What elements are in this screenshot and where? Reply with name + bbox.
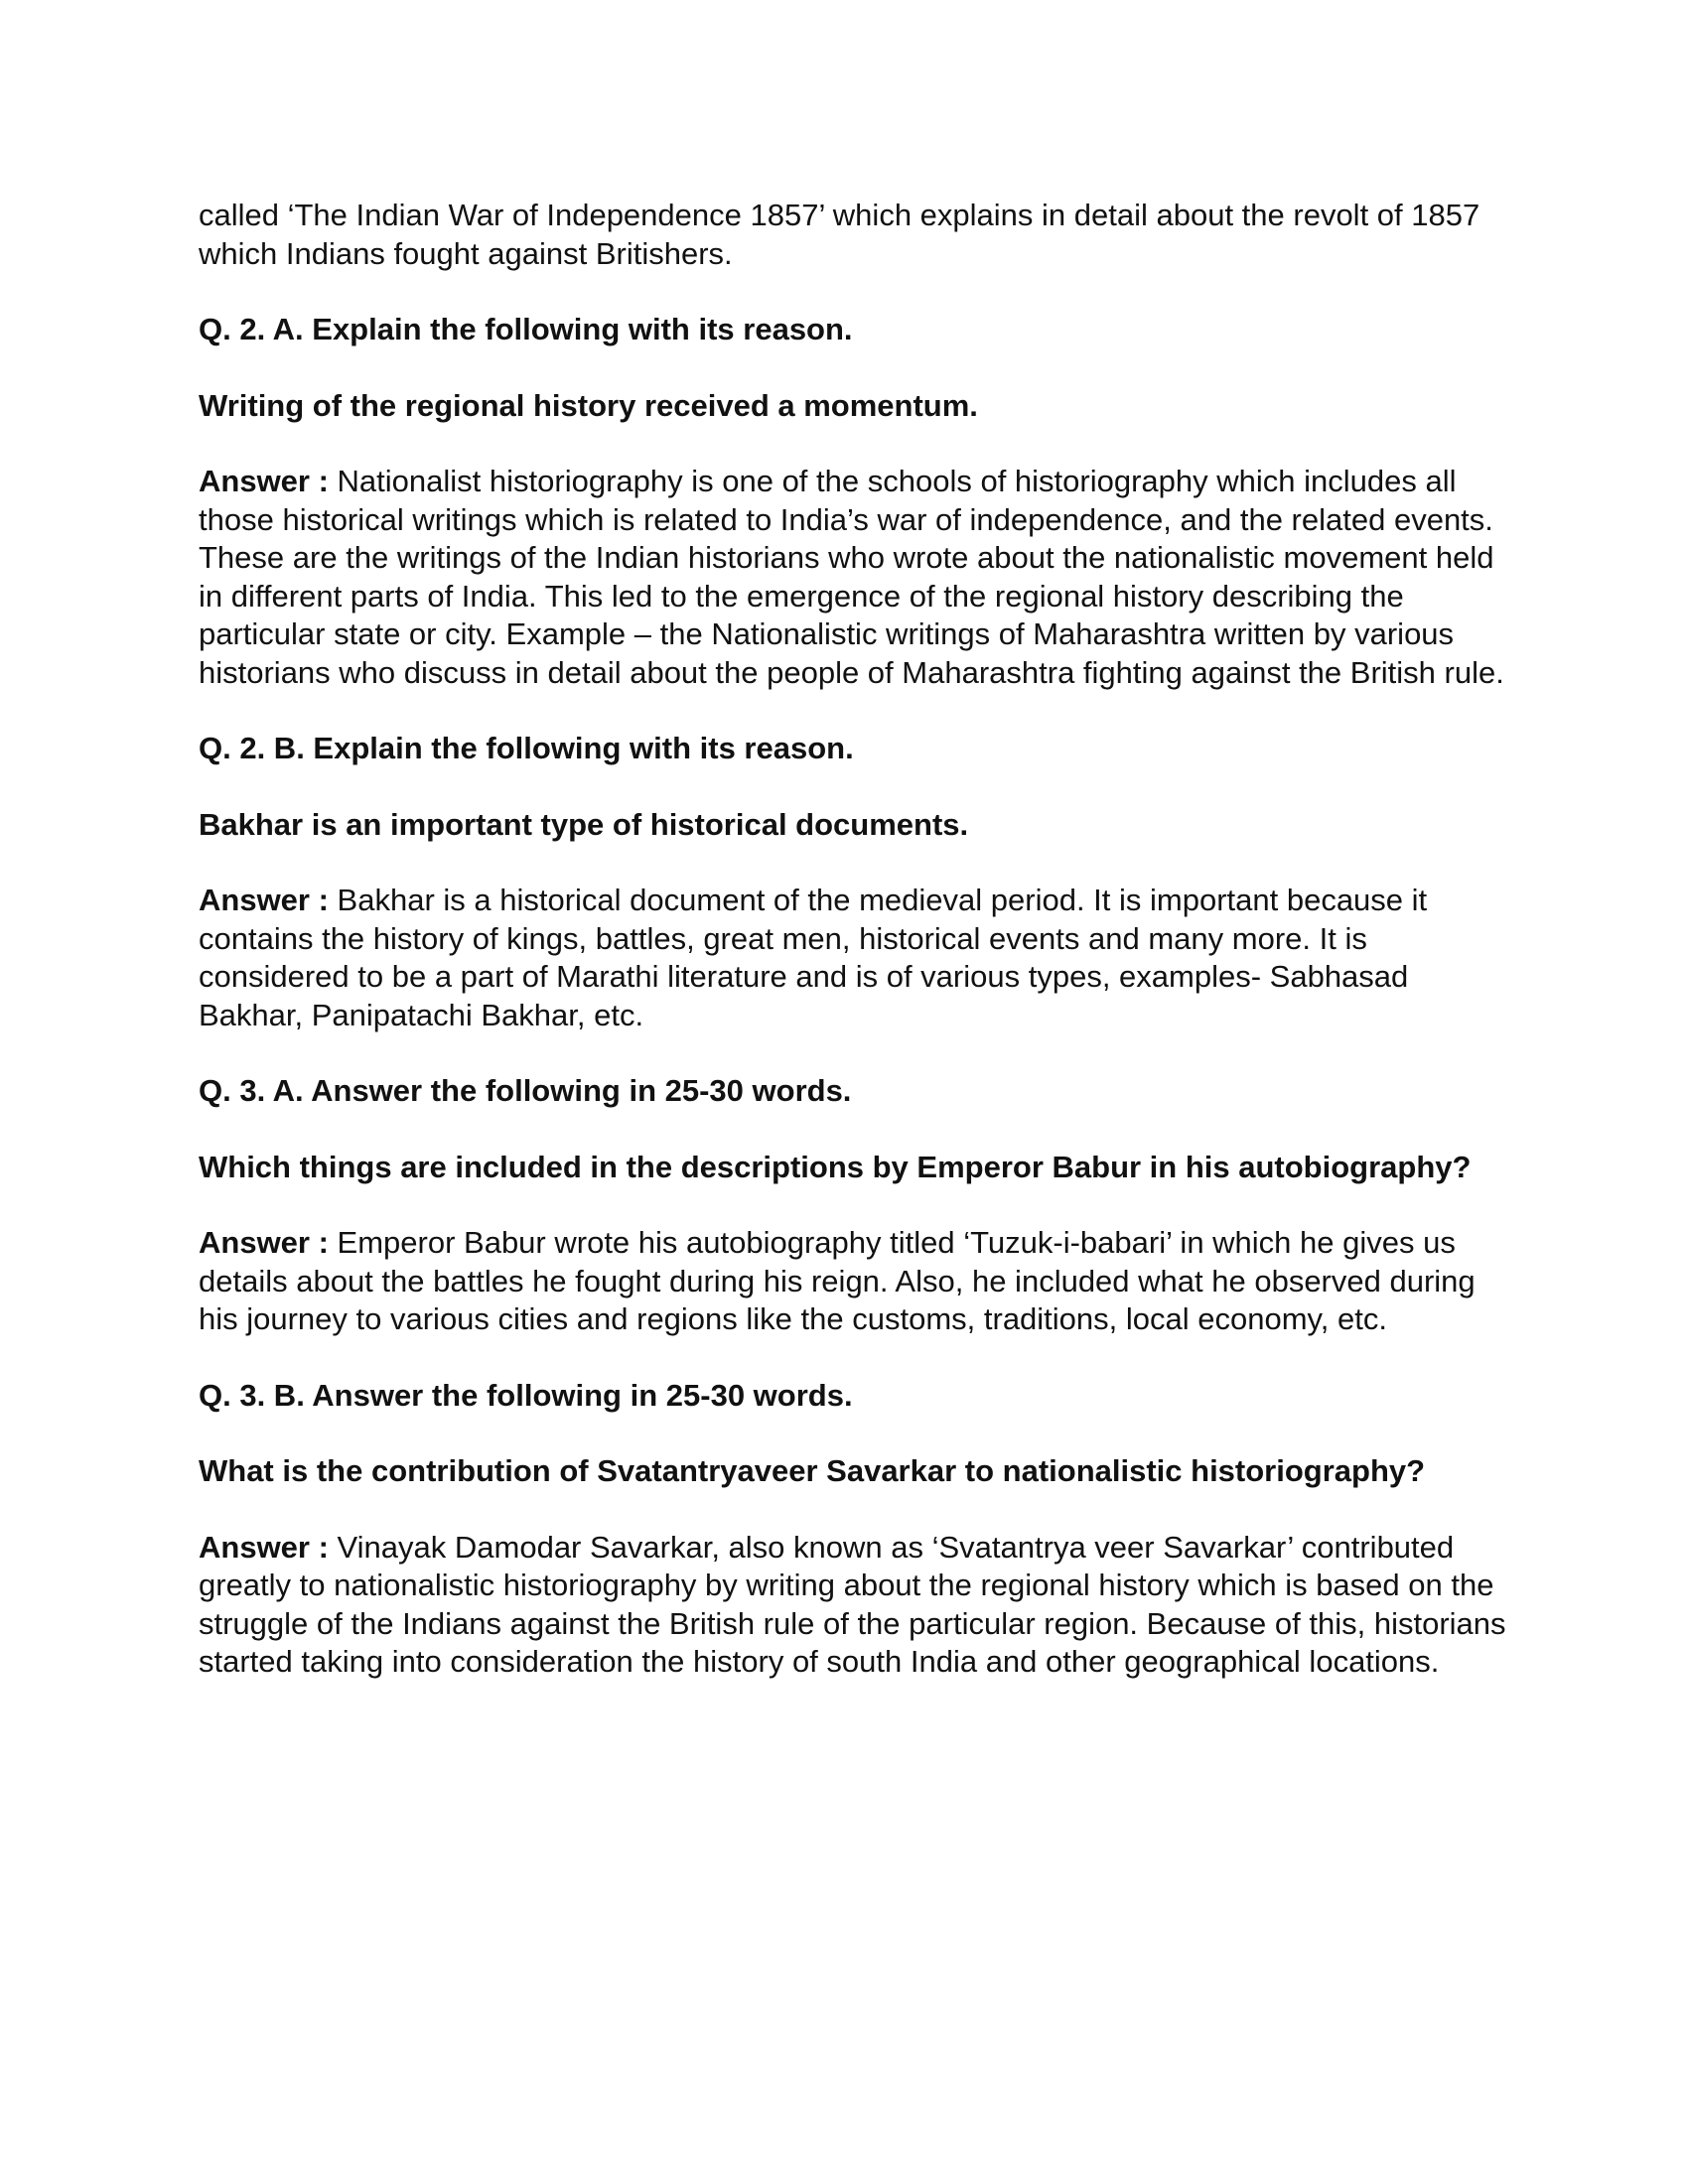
answer-text: Bakhar is a historical document of the medieval period. It is important because it contains the history of kings, battles, great men, historical events and many more. It is considered to be a part of Marathi literature and is of various types, examples- Sabhasad Bakhar, Panipatachi Bakhar, etc. bbox=[199, 883, 1428, 1032]
answer-paragraph bbox=[199, 1224, 1509, 1339]
answer-text: Vinayak Damodar Savarkar, also known as ‘Svatantrya veer Savarkar’ contributed greatly to nationalistic historiography by writing about the regional history which is based on the struggle of the Indians against the British rule of the particular region. Because of this, historians started taking into consideration the history of south India and other geographical locations. bbox=[199, 1529, 1506, 1679]
question-prompt: Bakhar is an important type of historical documents. bbox=[199, 806, 969, 842]
answer-text: Emperor Babur wrote his autobiography titled ‘Tuzuk-i-babari’ in which he gives us details about the battles he fought during his reign. Also, he included what he observed during his journey to various cities and regions like the customs, traditions, local economy, etc. bbox=[199, 1225, 1476, 1336]
answer-text: Nationalist historiography is one of the schools of historiography which includes all those historical writings which is related to India’s war of independence, and the related events. These are the writings of the Indian historians who wrote about the nationalistic movement held in different parts of India. This led to the emergence of the regional history describing the particular state or city. Example – the Nationalistic writings of Maharashtra written by various historians who discuss in detail about the people of Maharashtra fighting against the British rule. bbox=[199, 464, 1504, 690]
question-heading: Q. 3. B. Answer the following in 25-30 words. bbox=[199, 1377, 853, 1413]
answer-paragraph bbox=[199, 882, 1509, 1034]
answer-label: Answer : bbox=[199, 883, 329, 917]
question-prompt: Writing of the regional history received a momentum. bbox=[199, 387, 978, 423]
intro-paragraph: called ‘The Indian War of Independence 1857’ which explains in detail about the revolt of 1857 which Indians fought against Britishers. bbox=[199, 198, 1480, 271]
document-page bbox=[199, 197, 1509, 1719]
answer-label: Answer : bbox=[199, 1529, 329, 1565]
answer-label: Answer : bbox=[199, 1225, 329, 1260]
question-heading: Q. 3. A. Answer the following in 25-30 words. bbox=[199, 1073, 852, 1108]
question-prompt: What is the contribution of Svatantryaveer Savarkar to nationalistic historiography? bbox=[199, 1453, 1426, 1488]
answer-paragraph bbox=[199, 1529, 1509, 1682]
answer-paragraph bbox=[199, 463, 1509, 692]
question-heading: Q. 2. B. Explain the following with its reason. bbox=[199, 731, 854, 765]
question-prompt: Which things are included in the descriptions by Emperor Babur in his autobiography? bbox=[199, 1149, 1472, 1184]
answer-label: Answer : bbox=[199, 464, 329, 498]
question-heading: Q. 2. A. Explain the following with its reason. bbox=[199, 312, 853, 346]
